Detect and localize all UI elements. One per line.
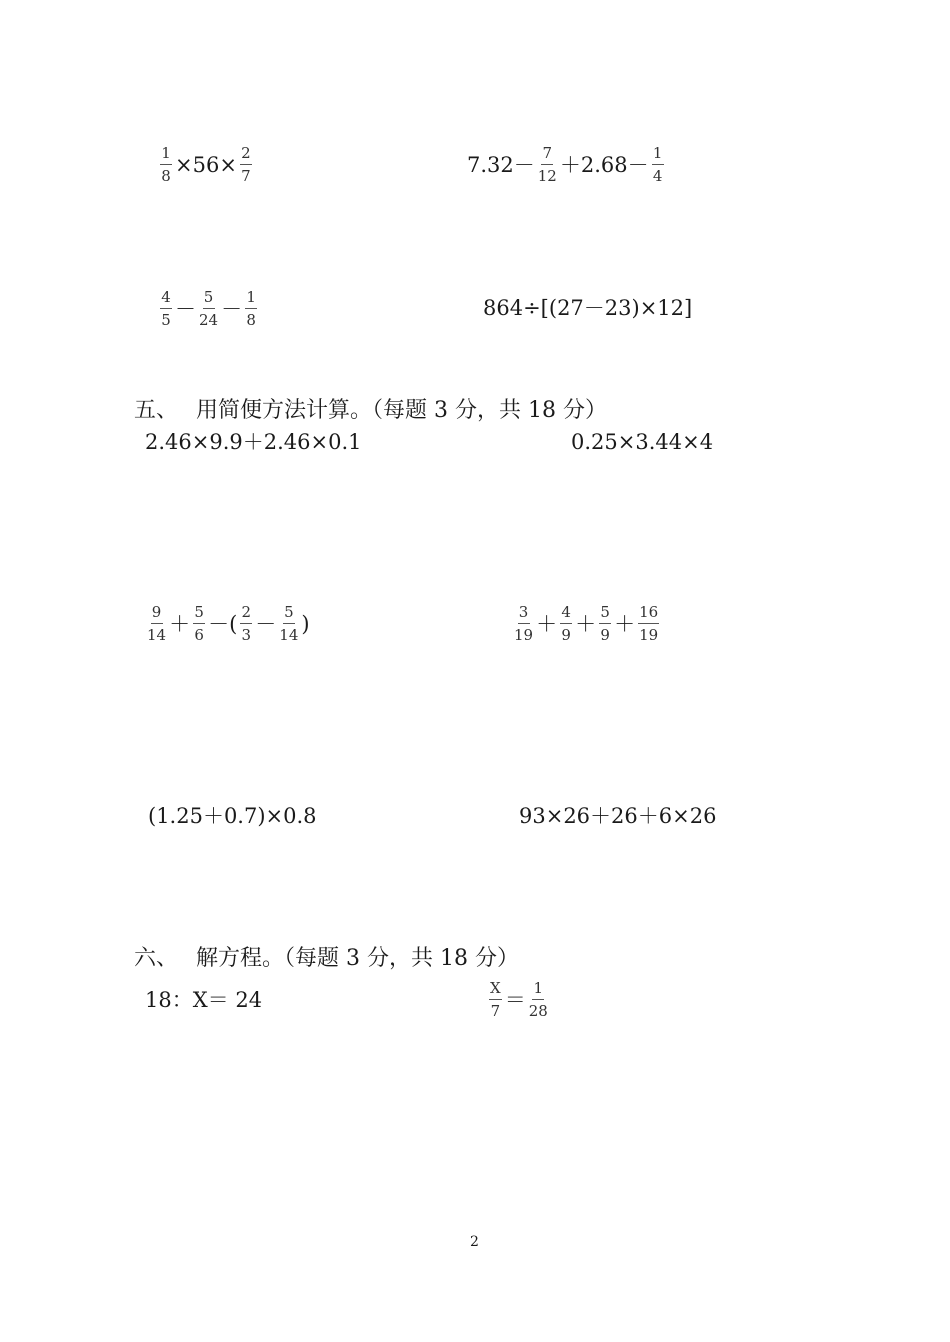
problem-5-3 — [145, 605, 311, 643]
fraction: $\frac{2}{7}$ — [241, 144, 251, 185]
problem-5-5: (1.25＋0.7)×0.8 — [148, 804, 317, 828]
fraction: $\frac{5}{6}$ — [194, 603, 204, 644]
problem-5-6: 93×26＋26＋6×26 — [519, 804, 717, 828]
section-5-heading — [134, 400, 607, 422]
fraction: $\frac{4}{5}$ — [161, 288, 171, 329]
fraction: $\frac{9}{14}$ — [147, 603, 167, 644]
fraction: $\frac{7}{12}$ — [537, 144, 557, 185]
fraction: $\frac{5}{24}$ — [199, 288, 219, 329]
section-number: 五、 — [134, 398, 179, 423]
operator: 7.32－ — [467, 152, 535, 177]
fraction: $\frac{X}{7}$ — [490, 979, 501, 1020]
operator: ＋ — [575, 611, 597, 636]
fraction: $\frac{5}{9}$ — [600, 603, 610, 644]
operator: ) — [301, 611, 310, 636]
operator: ＝ — [504, 987, 526, 1012]
section-6-heading — [134, 948, 519, 970]
operator: － — [255, 611, 277, 636]
fraction: $\frac{5}{14}$ — [279, 603, 299, 644]
section-number: 六、 — [134, 946, 179, 971]
operator: －( — [208, 611, 238, 636]
problem-5-2: 0.25×3.44×4 — [571, 430, 714, 454]
fraction: $\frac{2}{3}$ — [241, 603, 252, 644]
fraction: $\frac{1}{28}$ — [528, 979, 548, 1020]
fraction: $\frac{1}{8}$ — [161, 144, 171, 185]
operator: ＋ — [169, 611, 191, 636]
fraction: $\frac{4}{9}$ — [561, 603, 571, 644]
problem-decimal-fraction-mix — [466, 146, 666, 184]
page-number: 2 — [470, 1234, 479, 1250]
problem-5-1: 2.46×9.9＋2.46×0.1 — [145, 430, 362, 454]
operator: ＋2.68－ — [559, 152, 649, 177]
fraction: $\frac{1}{8}$ — [246, 288, 256, 329]
operator: － — [175, 296, 196, 321]
problem-5-4 — [512, 605, 661, 643]
problem-fraction-subtraction — [158, 290, 259, 328]
equation-ratio: 18：X＝ 24 — [145, 988, 263, 1012]
operator: ×56× — [175, 152, 237, 177]
fraction: $\frac{16}{19}$ — [639, 603, 659, 644]
fraction: $\frac{3}{19}$ — [514, 603, 534, 644]
fraction: $\frac{1}{4}$ — [652, 144, 663, 185]
problem-fraction-product — [158, 146, 254, 184]
problem-division-brackets: 864÷[(27－23)×12] — [483, 296, 693, 320]
equation-fraction — [487, 981, 550, 1019]
section-title: 解方程。（每题 3 分，共 18 分） — [196, 946, 519, 971]
section-title: 用简便方法计算。（每题 3 分，共 18 分） — [196, 398, 607, 423]
operator: ＋ — [614, 611, 636, 636]
operator: － — [221, 296, 243, 321]
operator: ＋ — [536, 611, 558, 636]
